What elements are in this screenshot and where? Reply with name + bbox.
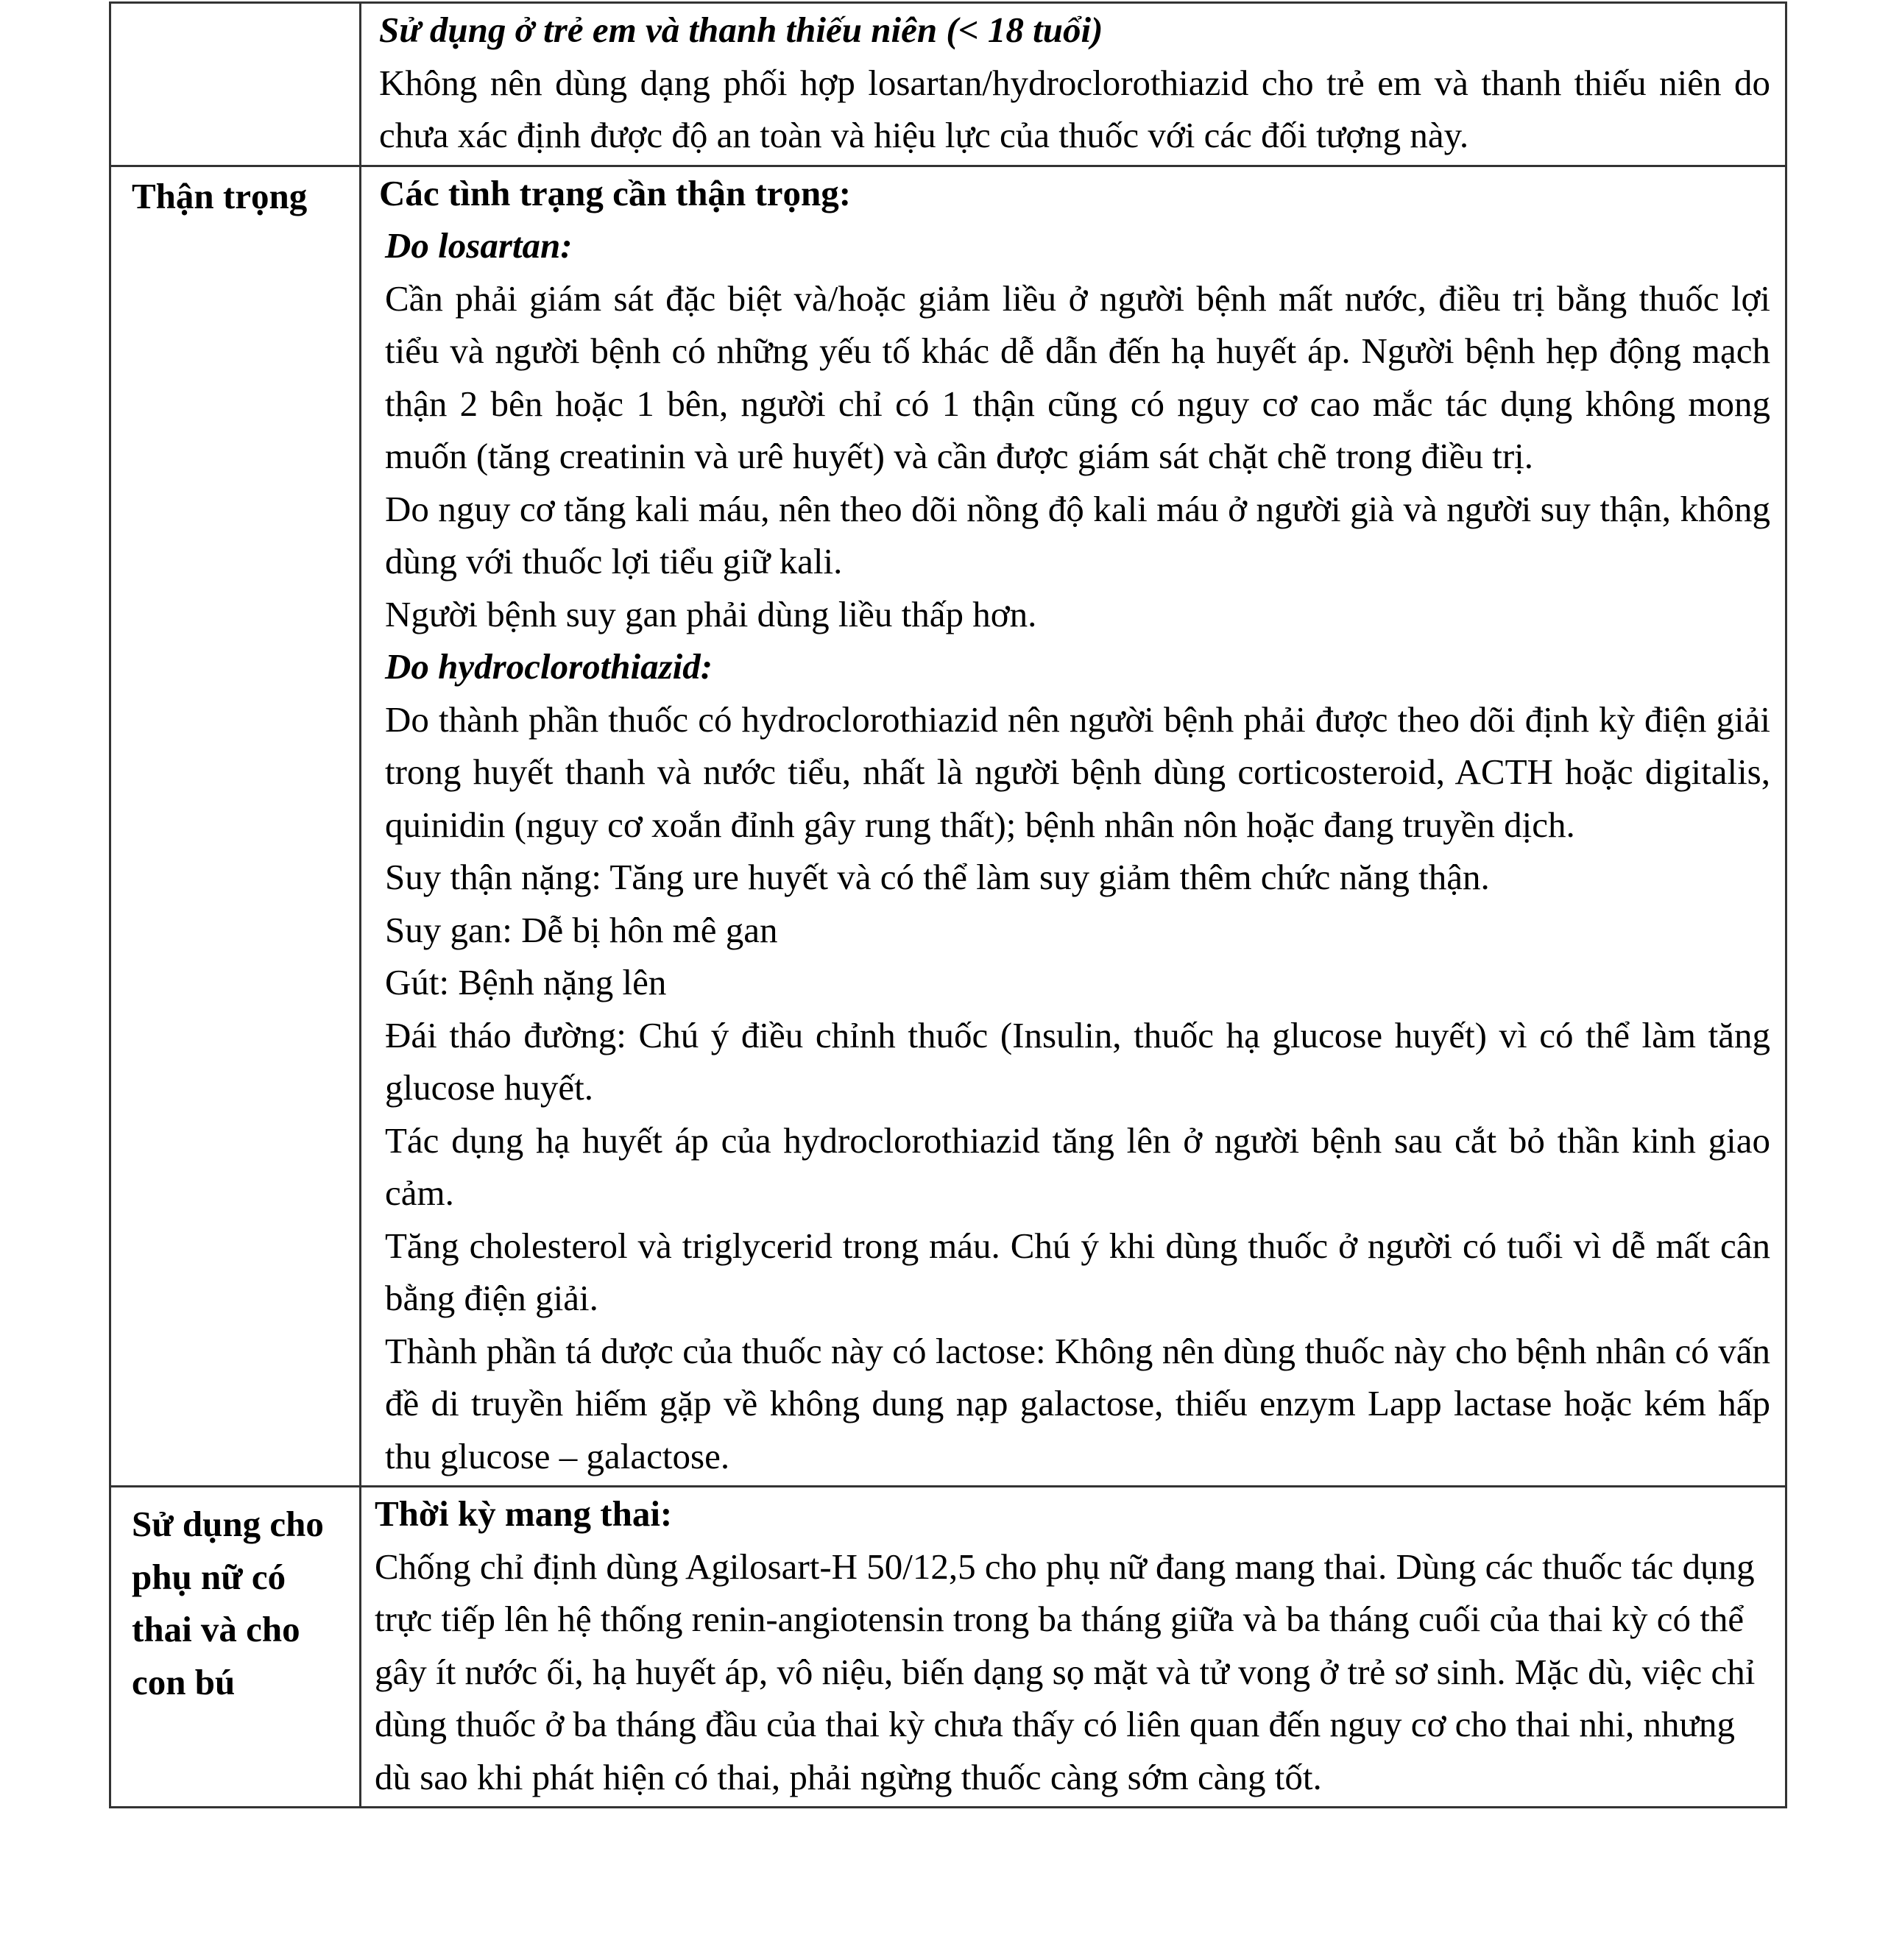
pediatric-paragraph: Không nên dùng dạng phối hợp losartan/hydroclorothiazid cho trẻ em và thanh thiếu niên do chưa xác định được độ an toàn và hiệu lực của thuốc với các đối tượng này. (379, 62, 1770, 155)
hctz-paragraph-1: Do thành phần thuốc có hydroclorothiazid nên người bệnh phải được theo dõi định kỳ điện giải trong huyết thanh và nước tiểu, nhất là người bệnh dùng corticosteroid, ACTH hoặc digitalis, quinidin (nguy cơ xoắn đỉnh gây rung thất); bệnh nhân nôn hoặc đang truyền dịch. (385, 698, 1770, 845)
row-content-precautions (361, 166, 1786, 1487)
row-label-empty (110, 3, 361, 166)
hctz-paragraph-4: Gút: Bệnh nặng lên (385, 962, 667, 1002)
row-content-pregnancy (361, 1487, 1786, 1808)
losartan-subheading: Do losartan: (385, 225, 573, 266)
losartan-paragraph-2: Do nguy cơ tăng kali máu, nên theo dõi nồng độ kali máu ở người già và người suy thận, không dùng với thuốc lợi tiểu giữ kali. (385, 488, 1770, 581)
table-row-pediatric (110, 3, 1786, 166)
losartan-paragraph-1: Cần phải giám sát đặc biệt và/hoặc giảm liều ở người bệnh mất nước, điều trị bằng thuốc lợi tiểu và người bệnh có những yếu tố khác dễ dẫn đến hạ huyết áp. Người bệnh hẹp động mạch thận 2 bên hoặc 1 bên, người chỉ có 1 thận cũng có nguy cơ cao mắc tác dụng không mong muốn (tăng creatinin và urê huyết) và cần được giám sát chặt chẽ trong điều trị. (385, 277, 1770, 476)
losartan-paragraph-3: Người bệnh suy gan phải dùng liều thấp hơn. (385, 593, 1037, 634)
hctz-paragraph-5: Đái tháo đường: Chú ý điều chỉnh thuốc (Insulin, thuốc hạ glucose huyết) vì có thể làm tăng glucose huyết. (385, 1014, 1770, 1108)
document-table (109, 1, 1787, 1808)
row-label-precautions: Thận trọng (110, 166, 361, 1487)
precautions-body (379, 219, 1770, 1482)
row-content-pediatric (361, 3, 1786, 166)
hctz-paragraph-6: Tác dụng hạ huyết áp của hydroclorothiazid tăng lên ở người bệnh sau cắt bỏ thần kinh giao cảm. (385, 1119, 1770, 1213)
pregnancy-paragraph: Chống chỉ định dùng Agilosart-H 50/12,5 cho phụ nữ đang mang thai. Dùng các thuốc tác dụng trực tiếp lên hệ thống renin-angiotensin trong ba tháng giữa và ba tháng cuối của thai kỳ có thể gây ít nước ối, hạ huyết áp, vô niệu, biến dạng sọ mặt và tử vong ở trẻ sơ sinh. Mặc dù, việc chỉ dùng thuốc ở ba tháng đầu của thai kỳ chưa thấy có liên quan đến nguy cơ cho thai nhi, nhưng dù sao khi phát hiện có thai, phải ngừng thuốc càng sớm càng tốt. (375, 1546, 1756, 1797)
table-row-precautions (110, 166, 1786, 1487)
row-label-pregnancy: Sử dụng cho phụ nữ có thai và cho con bú (110, 1487, 361, 1808)
pediatric-heading: Sử dụng ở trẻ em và thanh thiếu niên (< 18 tuổi) (379, 10, 1103, 50)
table-row-pregnancy (110, 1487, 1786, 1808)
hydroclorothiazid-subheading: Do hydroclorothiazid: (385, 646, 713, 687)
pregnancy-heading: Thời kỳ mang thai: (375, 1493, 673, 1534)
hctz-paragraph-7: Tăng cholesterol và triglycerid trong máu. Chú ý khi dùng thuốc ở người có tuổi vì dễ mất cân bằng điện giải. (385, 1225, 1770, 1318)
precautions-heading: Các tình trạng cần thận trọng: (379, 172, 852, 213)
hctz-paragraph-2: Suy thận nặng: Tăng ure huyết và có thể làm suy giảm thêm chức năng thận. (385, 857, 1490, 897)
hctz-paragraph-3: Suy gan: Dễ bị hôn mê gan (385, 909, 778, 950)
hctz-paragraph-8: Thành phần tá dược của thuốc này có lactose: Không nên dùng thuốc này cho bệnh nhân có vấn đề di truyền hiếm gặp về không dung nạp galactose, thiếu enzym Lapp lactase hoặc kém hấp thu glucose – galactose. (385, 1330, 1770, 1476)
